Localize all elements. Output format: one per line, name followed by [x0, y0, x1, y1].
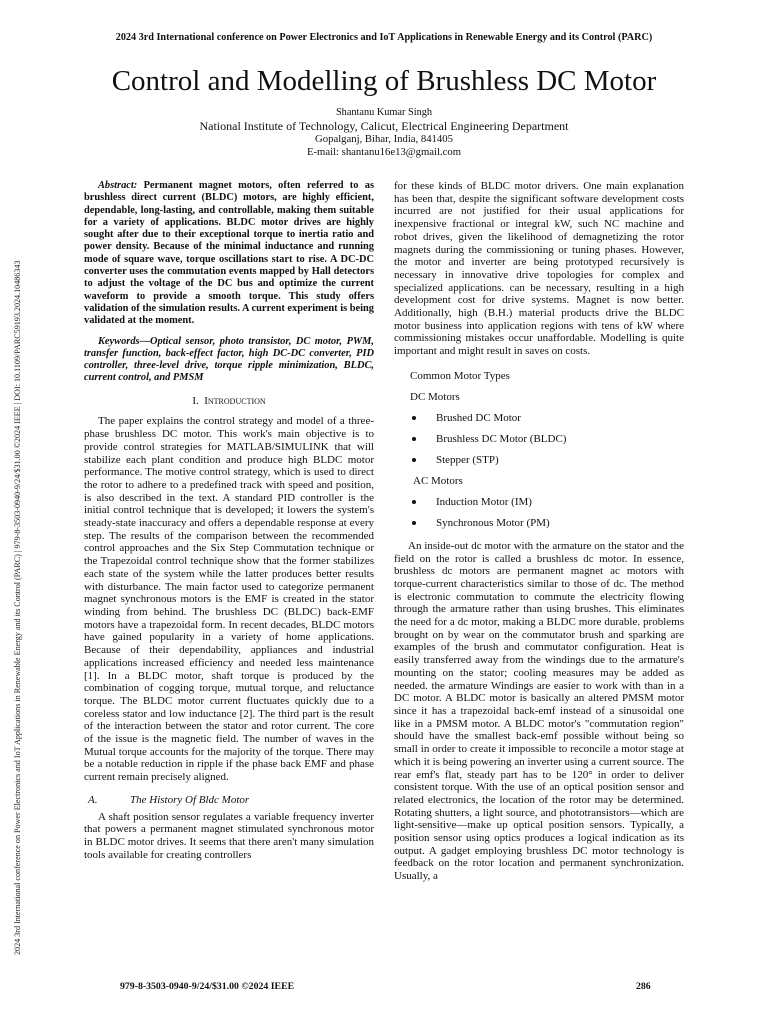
list-item	[394, 429, 684, 450]
section-heading-introduction	[84, 395, 374, 408]
subsection-title: The History Of Bldc Motor	[130, 793, 250, 806]
bullet-icon	[412, 416, 416, 420]
bullet-icon	[412, 500, 416, 504]
footer-isbn: 979-8-3503-0940-9/24/$31.00 ©2024 IEEE	[120, 981, 295, 992]
introduction-paragraph: The paper explains the control strategy and model of a three-phase brushless DC motor. This work's main objective is to provide control strategies for MATLAB/SIMULINK that will stabilize each plant condition and produce high BLDC motor performance. The motive control strategy, which is used to direct the rotor to adhere to a predefined track with speed and position, is also described in the text. A standard PID controller is the initial control technique that is developed; it lowers the system's steady-state inaccuracy and offers a dependable response at every step. The results of the comparison between the recommended control approaches and the Six Step Commutation technique or the Trapezoidal control technique show that the former stabilizes each state of the system while the latter produces better results with disturbance. The main factor used to categorize permanent magnet synchronous motors is the EMF is created in the stator winding from behind. The brushless DC (BLDC) back-EMF motors have a trapezoidal form. In recent decades, BLDC motors have gained popularity in a variety of home applications. Because of their dependability, appliances and industrial applications increased efficiency and needed less maintenance [1]. In a BLDC motor, shaft torque is produced by the combination of cogging torque, mutual torque, and reluctance torque. The BLDC motor current fluctuates quickly due to a coreless stator and low inductance [2]. The third part is the result of the interaction between the stator and rotor current. The core of the issue is the magnetic field. The number of waves in the Mutual torque accounts for the majority of the torque. There may be a notable reduction in ripple if the phase back EMF and phase current remain precisely aligned.	[84, 415, 374, 784]
list-item-label: Brushed DC Motor	[436, 411, 521, 424]
list-item	[394, 492, 684, 513]
author-email: E-mail: shantanu16e13@gmail.com	[306, 146, 462, 159]
side-margin-citation: 2024 3rd International conference on Power Electronics and IoT Applications in Renewable Energy and its Control (PARC) | 979-8-3503-0940-9/24/$31.00 ©2024 IEEE | DOI: 10.1109/PARC59193.2024.10486343	[13, 260, 22, 955]
history-paragraph-continued: for these kinds of BLDC motor drivers. One main explanation has been that, despite the significant software development costs incurred are not justified for their usual applications for inexpensive fractional or integral kW, such NC machine and robot drives, given the likelihood of demagnetizing the rotor magnets during the commissioning or tuning phases. However, the motor and inverter are being prototyped recursively is necessary in innovative drive topologies for complex and specialized applications. can be necessary, resulting in a high development cost for drive systems. Magnet is now better. Additionally, high (B.H.) material products drive the BLDC motor business into application regions with tens of kW where commissioning mistakes occur unaffordable. Modelling is quite important and might result in saves on costs.	[394, 180, 684, 358]
bldc-description-paragraph: An inside-out dc motor with the armature on the stator and the field on the rotor is called a brushless dc motor. In essence, brushless dc motors are permanent magnet ac motors with torque-current characteristics similar to those of dc. The method is electronic commutation to commute the electricity flowing through the armature rather than using brushes. This eliminates the need for a dc motor, making a BLDC more durable. problems brought on by wear on the commutator brush and sparking are examples of the brush and commutator configuration. Heat is easily transferred away from the windings due to the armature's mounting on the stator; cooling measures may be added as needed. the armature Windings are easier to work with than in a DC motor. A BLDC motor is basically an altered PMSM motor since it has a trapezoidal back-emf instead of a sinusoidal one like in a PMSM motor. A BLDC motor's "commutation region" should have the smallest back-emf possible without being so small in order to create it impossible to reconcile a motor stage at which it is being powering an inverter using a current source. The rear emf's flat, steady part has to be 120° in order to deliver consistent torque. With the use of an optical position sensor and related electronics, the location of the rotor may be determined. Rotating shutters, a light source, and phototransistors—which are light-sensitive—make up optical position sensors. Typically, a position sensor using optics produces a logical indication as its output. A gadget employing brushless DC motor technology is feedback on the rotor location and permanent synchronization. Usually, a	[394, 539, 684, 883]
author-name: Shantanu Kumar Singh	[335, 107, 433, 118]
motor-types-title: Common Motor Types	[410, 369, 510, 382]
conference-header: 2024 3rd International conference on Power Electronics and IoT Applications in Renewable Energy and its Control (PARC)	[115, 32, 653, 43]
list-item-label: Synchronous Motor (PM)	[436, 516, 550, 529]
author-affiliation: National Institute of Technology, Calicut, Electrical Engineering Department	[199, 119, 569, 134]
dc-motor-list	[394, 408, 684, 471]
subsection-number: A.	[88, 793, 98, 806]
abstract	[84, 180, 374, 328]
abstract-label: Abstract:	[98, 180, 138, 191]
history-paragraph-start: A shaft position sensor regulates a variable frequency inverter that powers a permanent magnet stimulated synchronous motor in BLDC motor drives. It seems that there aren't many simulation tools available for creating controllers	[84, 810, 374, 861]
page-number: 286	[636, 981, 651, 992]
keywords-text: Optical sensor, photo transistor, DC motor, PWM, transfer function, back-effect factor, high DC-DC converter, PID controller, three-level drive, torque ripple minimization, BLDC, current control, and PMSM	[84, 335, 374, 384]
list-item-label: Brushless DC Motor (BLDC)	[436, 432, 567, 445]
section-title: Introduction	[204, 394, 266, 407]
section-number: I.	[192, 394, 199, 407]
list-item	[394, 450, 684, 471]
bullet-icon	[412, 437, 416, 441]
keywords	[84, 336, 374, 385]
bullet-icon	[412, 458, 416, 462]
ac-motor-list	[394, 492, 684, 534]
ac-motors-label: AC Motors	[413, 474, 463, 487]
list-item-label: Stepper (STP)	[436, 453, 499, 466]
author-address: Gopalganj, Bihar, India, 841405	[315, 133, 453, 146]
paper-title: Control and Modelling of Brushless DC Motor	[111, 65, 657, 97]
bullet-icon	[412, 521, 416, 525]
left-column	[84, 180, 374, 865]
keywords-label: Keywords—	[98, 335, 150, 347]
right-column	[394, 180, 684, 887]
subsection-heading-history	[84, 794, 374, 807]
author-block	[0, 106, 768, 160]
list-item-label: Induction Motor (IM)	[436, 495, 532, 508]
dc-motors-label: DC Motors	[410, 390, 460, 403]
list-item	[394, 513, 684, 534]
abstract-text: Permanent magnet motors, often referred to as brushless direct current (BLDC) motors, are highly efficient, dependable, long-lasting, and controllable, making them suitable for a variety of applications. BLDC motor drives are highly sought after due to their exceptional torque to inertia ratio and power density. Because of the minimal inductance and running mode of square wave, torque oscillations start to rise. A DC-DC converter uses the commutation events mapped by Hall detectors to adjust the voltage of the DC bus and optimize the current waveform to provide a smooth torque. This study offers validation of the simulation results. A current experiment is being validated at the moment.	[84, 180, 374, 327]
list-item	[394, 408, 684, 429]
